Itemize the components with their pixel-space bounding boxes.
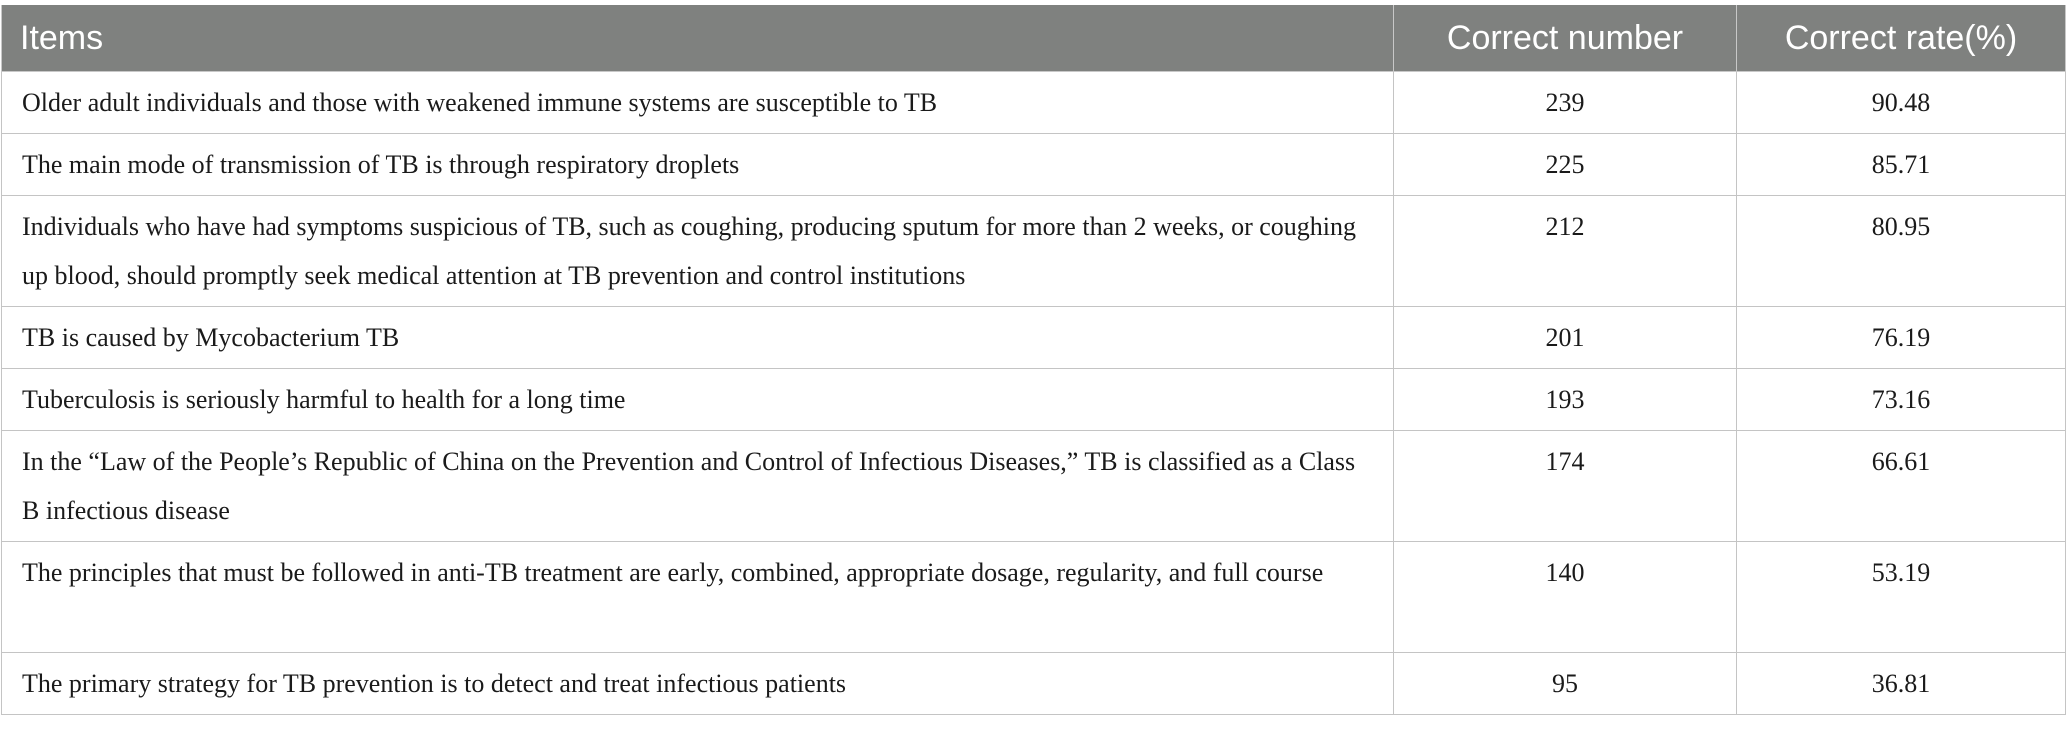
cell-item: Tuberculosis is seriously harmful to health for a long time [2, 369, 1394, 431]
table-row [2, 134, 2066, 196]
table-body [2, 72, 2066, 715]
cell-correct-rate: 90.48 [1737, 72, 2066, 134]
cell-item: Older adult individuals and those with weakened immune systems are susceptible to TB [2, 72, 1394, 134]
cell-item: In the “Law of the People’s Republic of China on the Prevention and Control of Infectious Diseases,” TB is classified as a Class B infectious disease [2, 431, 1394, 542]
header-correct-rate: Correct rate(%) [1737, 5, 2066, 72]
cell-correct-number: 174 [1394, 431, 1737, 542]
cell-correct-number: 225 [1394, 134, 1737, 196]
cell-correct-number: 140 [1394, 542, 1737, 653]
cell-correct-rate: 66.61 [1737, 431, 2066, 542]
table-row [2, 653, 2066, 715]
cell-correct-number: 212 [1394, 196, 1737, 307]
table-row [2, 72, 2066, 134]
tb-knowledge-table [1, 5, 2066, 715]
header-items: Items [2, 5, 1394, 72]
cell-item: Individuals who have had symptoms suspicious of TB, such as coughing, producing sputum for more than 2 weeks, or coughing up blood, should promptly seek medical attention at TB prevention and control institutions [2, 196, 1394, 307]
cell-item: The primary strategy for TB prevention is to detect and treat infectious patients [2, 653, 1394, 715]
cell-correct-number: 193 [1394, 369, 1737, 431]
cell-correct-number: 95 [1394, 653, 1737, 715]
table-row [2, 431, 2066, 542]
cell-correct-rate: 76.19 [1737, 307, 2066, 369]
table-row [2, 196, 2066, 307]
cell-correct-number: 201 [1394, 307, 1737, 369]
header-correct-number: Correct number [1394, 5, 1737, 72]
cell-correct-rate: 73.16 [1737, 369, 2066, 431]
cell-correct-rate: 36.81 [1737, 653, 2066, 715]
header-row [2, 5, 2066, 72]
cell-correct-number: 239 [1394, 72, 1737, 134]
table-row [2, 542, 2066, 653]
cell-correct-rate: 85.71 [1737, 134, 2066, 196]
cell-item: The main mode of transmission of TB is through respiratory droplets [2, 134, 1394, 196]
table-row [2, 369, 2066, 431]
cell-correct-rate: 53.19 [1737, 542, 2066, 653]
table-header [2, 5, 2066, 72]
cell-item: The principles that must be followed in anti-TB treatment are early, combined, appropriate dosage, regularity, and full course [2, 542, 1394, 653]
table-row [2, 307, 2066, 369]
cell-correct-rate: 80.95 [1737, 196, 2066, 307]
cell-item: TB is caused by Mycobacterium TB [2, 307, 1394, 369]
